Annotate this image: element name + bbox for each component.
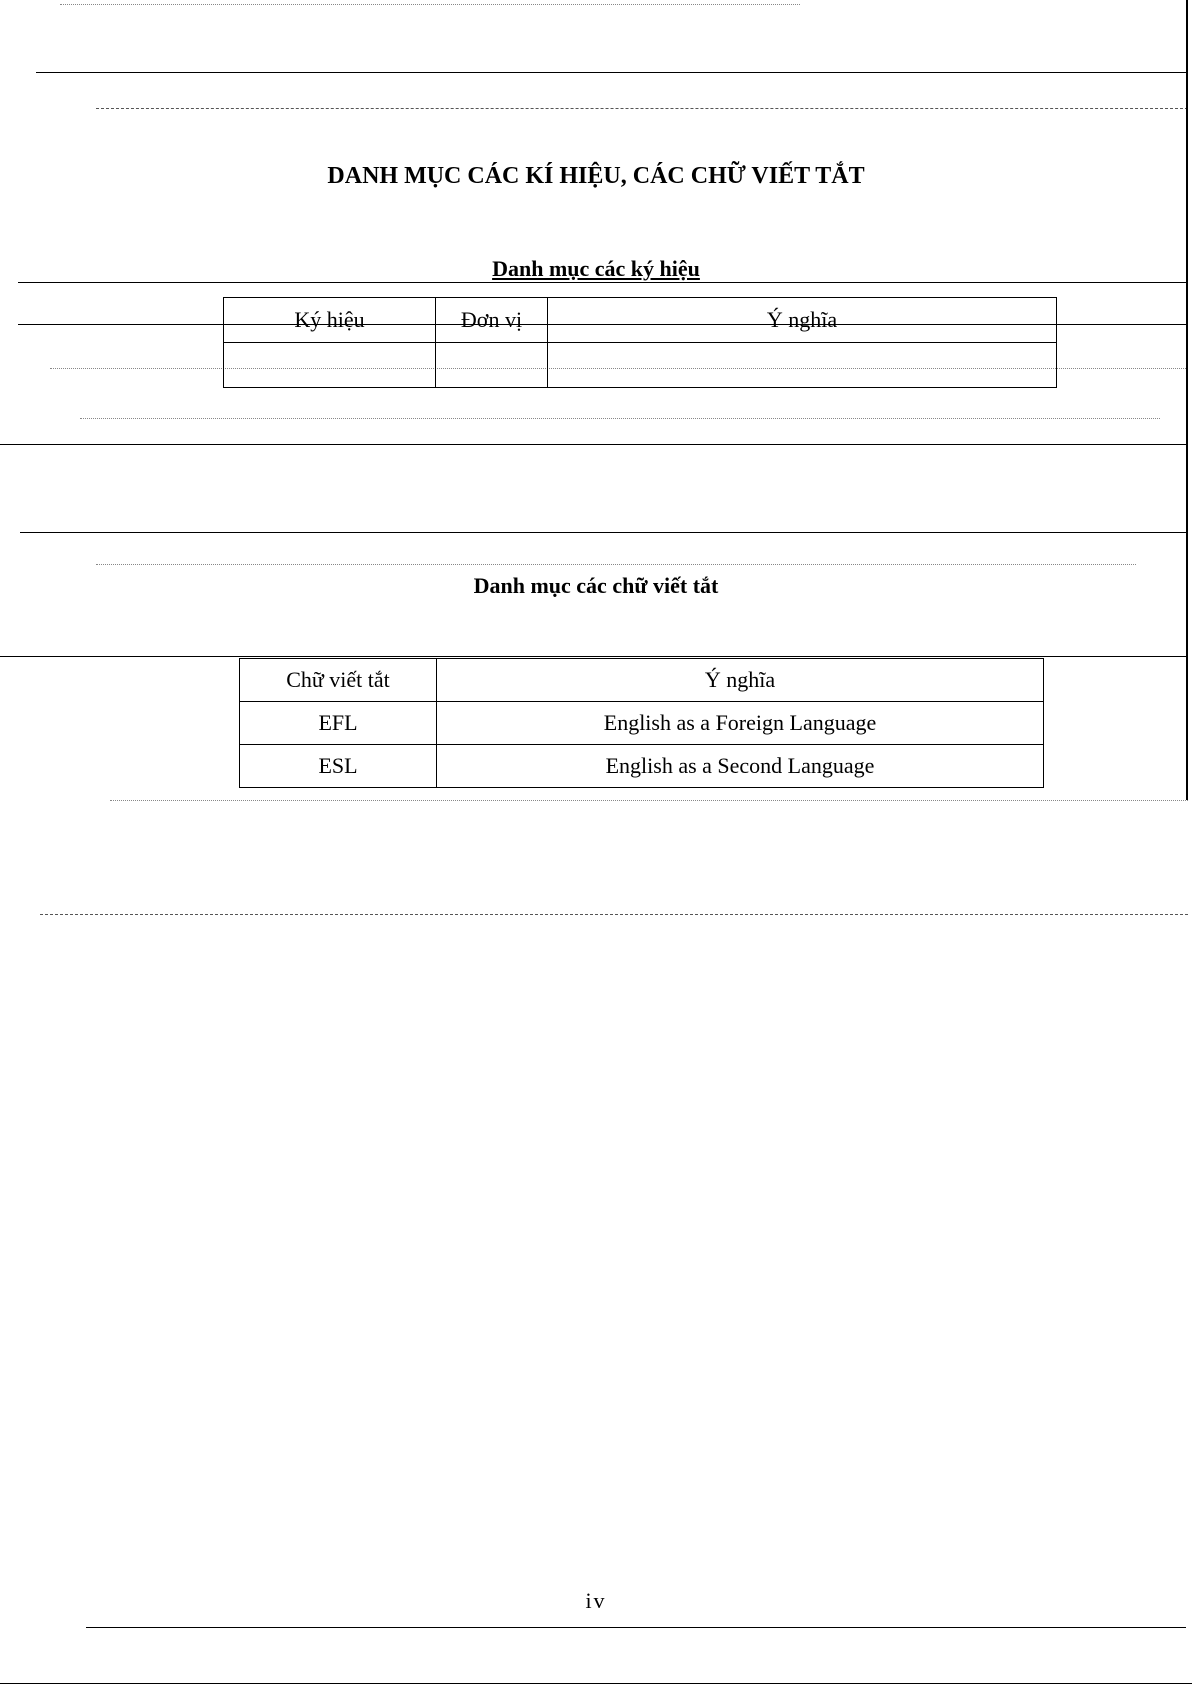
meaning-cell: English as a Foreign Language xyxy=(437,702,1044,745)
column-header-meaning: Ý nghĩa xyxy=(548,298,1057,343)
column-header-abbreviation: Chữ viết tắt xyxy=(240,659,437,702)
table-row xyxy=(224,343,1057,388)
scan-line xyxy=(86,1627,1186,1628)
column-header-meaning: Ý nghĩa xyxy=(437,659,1044,702)
scan-line xyxy=(110,800,1188,801)
table-header-row xyxy=(224,298,1057,343)
scan-line xyxy=(20,532,1188,533)
scan-line xyxy=(18,282,1188,283)
page-number: iv xyxy=(585,1588,607,1613)
table-cell xyxy=(548,343,1057,388)
scan-line xyxy=(60,4,800,5)
scan-line xyxy=(0,444,1188,445)
symbols-heading xyxy=(0,256,1192,282)
column-header-unit: Đơn vị xyxy=(436,298,548,343)
table-cell xyxy=(224,343,436,388)
scan-edge xyxy=(1186,0,1188,800)
symbols-heading-text: Danh mục các ký hiệu xyxy=(492,256,700,281)
meaning-cell: English as a Second Language xyxy=(437,745,1044,788)
column-header-symbol: Ký hiệu xyxy=(224,298,436,343)
abbreviation-cell: ESL xyxy=(240,745,437,788)
page-title: DANH MỤC CÁC KÍ HIỆU, CÁC CHỮ VIẾT TẮT xyxy=(327,163,865,189)
scan-line xyxy=(96,108,1188,109)
scan-line xyxy=(80,418,1160,419)
table-cell xyxy=(436,343,548,388)
symbols-table xyxy=(223,297,1057,388)
scan-line xyxy=(40,914,1188,915)
table-header-row xyxy=(240,659,1044,702)
scan-line xyxy=(36,72,1188,73)
abbreviations-table xyxy=(239,658,1044,788)
scan-line xyxy=(0,1683,1192,1684)
scan-line xyxy=(96,564,1136,565)
scan-line xyxy=(0,656,1188,657)
table-row xyxy=(240,702,1044,745)
table-row xyxy=(240,745,1044,788)
abbreviation-cell: EFL xyxy=(240,702,437,745)
abbreviations-heading: Danh mục các chữ viết tắt xyxy=(473,573,719,598)
